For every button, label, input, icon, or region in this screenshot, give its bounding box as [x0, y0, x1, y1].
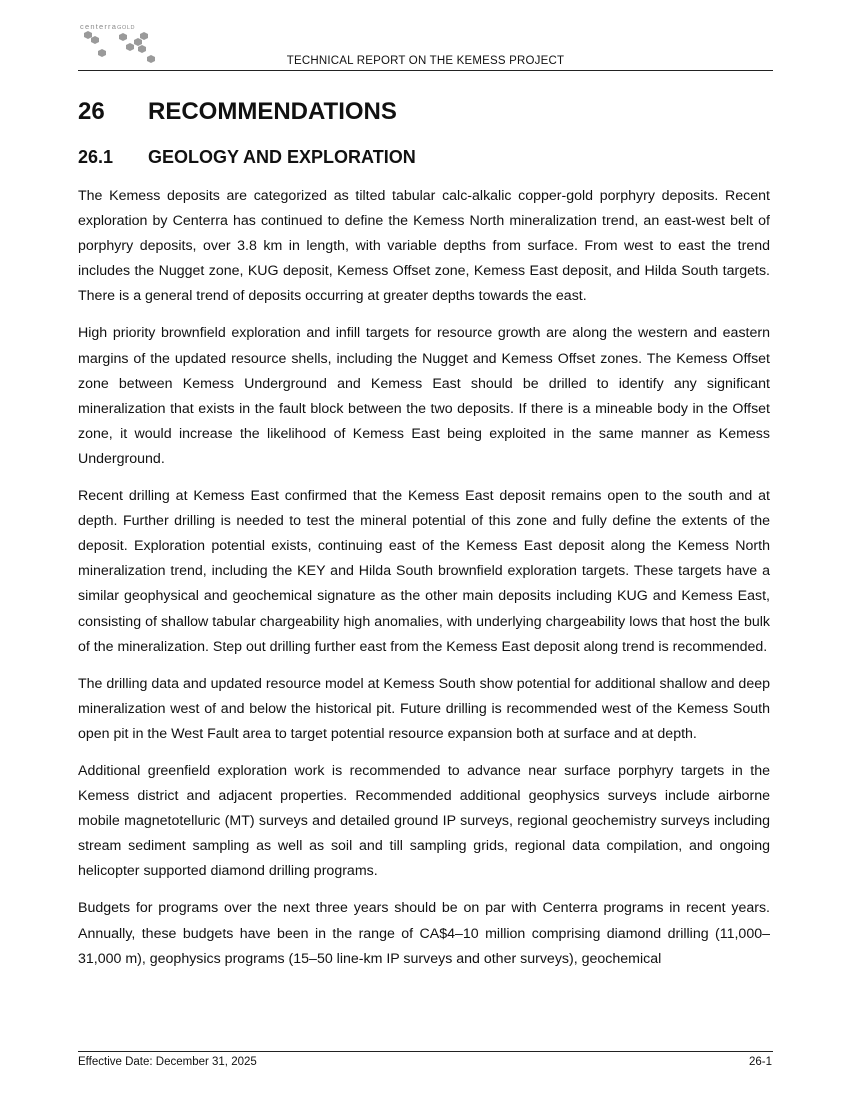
- paragraph-5: Additional greenfield exploration work is recommended to advance near surface porphyry targets in the Kemess district and adjacent properties. Recommended additional geophysics surveys include airborne mobile magnetotelluric (MT) surveys and detailed ground IP surveys, regional geochemistry surveys including stream sediment sampling as well as soil and till sampling grids, regional data compilation, and ongoing helicopter supported diamond drilling programs.: [78, 762, 770, 880]
- footer-divider: [78, 1051, 773, 1052]
- paragraph-3: Recent drilling at Kemess East confirmed that the Kemess East deposit remains open to the south and at depth. Further drilling is needed to test the mineral potential of this zone and fully define the extents of the deposit. Exploration potential exists, continuing east of the Kemess East deposit along the Kemess North mineralization trend, including the KEY and Hilda South brownfield exploration targets. These targets have a similar geophysical and geochemical signature as the other main deposits including KUG and Kemess East, consisting of shallow tabular chargeability high anomalies, with underlying chargeability lows that host the bulk of the mineralization. Step out drilling further east from the Kemess East deposit along trend is recommended.: [78, 488, 770, 655]
- section-number: 26: [78, 98, 105, 125]
- paragraph-6: Budgets for programs over the next three years should be on par with Centerra programs in recent years. Annually, these budgets have been in the range of CA$4–10 million comprising diamond drilling (11,000–31,000 m), geophysics programs (15–50 line-km IP surveys and other surveys), geochemical: [78, 900, 770, 967]
- section-title: RECOMMENDATIONS: [148, 98, 397, 125]
- logo-wordmark-small: GOLD: [117, 25, 136, 31]
- body-text: [78, 184, 770, 984]
- paragraph-4: The drilling data and updated resource model at Kemess South show potential for additional shallow and deep mineralization west of and below the historical pit. Future drilling is recommended west of the Kemess South open pit in the West Fault area to target potential resource expansion both at surface and at depth.: [78, 675, 770, 742]
- page-number: 26-1: [748, 1056, 772, 1068]
- subsection-heading: [78, 147, 416, 168]
- subsection-number: 26.1: [78, 147, 114, 167]
- header-divider: [78, 70, 773, 71]
- paragraph-1: The Kemess deposits are categorized as tilted tabular calc-alkalic copper-gold porphyry deposits. Recent exploration by Centerra has continued to define the Kemess North mineralization trend, an east-west belt of porphyry deposits, over 3.8 km in length, with variable depths from surface. From west to east the trend includes the Nugget zone, KUG deposit, Kemess Offset zone, Kemess East deposit, and Hilda South targets. There is a general trend of deposits occurring at greater depths towards the east.: [78, 188, 770, 305]
- section-heading: [78, 98, 397, 126]
- effective-date: Effective Date: December 31, 2025: [78, 1056, 257, 1068]
- logo-wordmark-main: centerra: [80, 22, 118, 31]
- paragraph-2: High priority brownfield exploration and infill targets for resource growth are along the western and eastern margins of the updated resource shells, including the Nugget and Kemess Offset zones. The Kemess Offset zone between Kemess Underground and Kemess East should be drilled to identify any significant mineralization that exists in the fault block between the two deposits. If there is a mineable body in the Offset zone, it would increase the likelihood of Kemess East being exploited in the same manner as Kemess Underground.: [78, 325, 770, 467]
- report-header-title: TECHNICAL REPORT ON THE KEMESS PROJECT: [286, 55, 565, 67]
- logo-wordmark: [80, 22, 135, 31]
- subsection-title: GEOLOGY AND EXPLORATION: [148, 147, 416, 167]
